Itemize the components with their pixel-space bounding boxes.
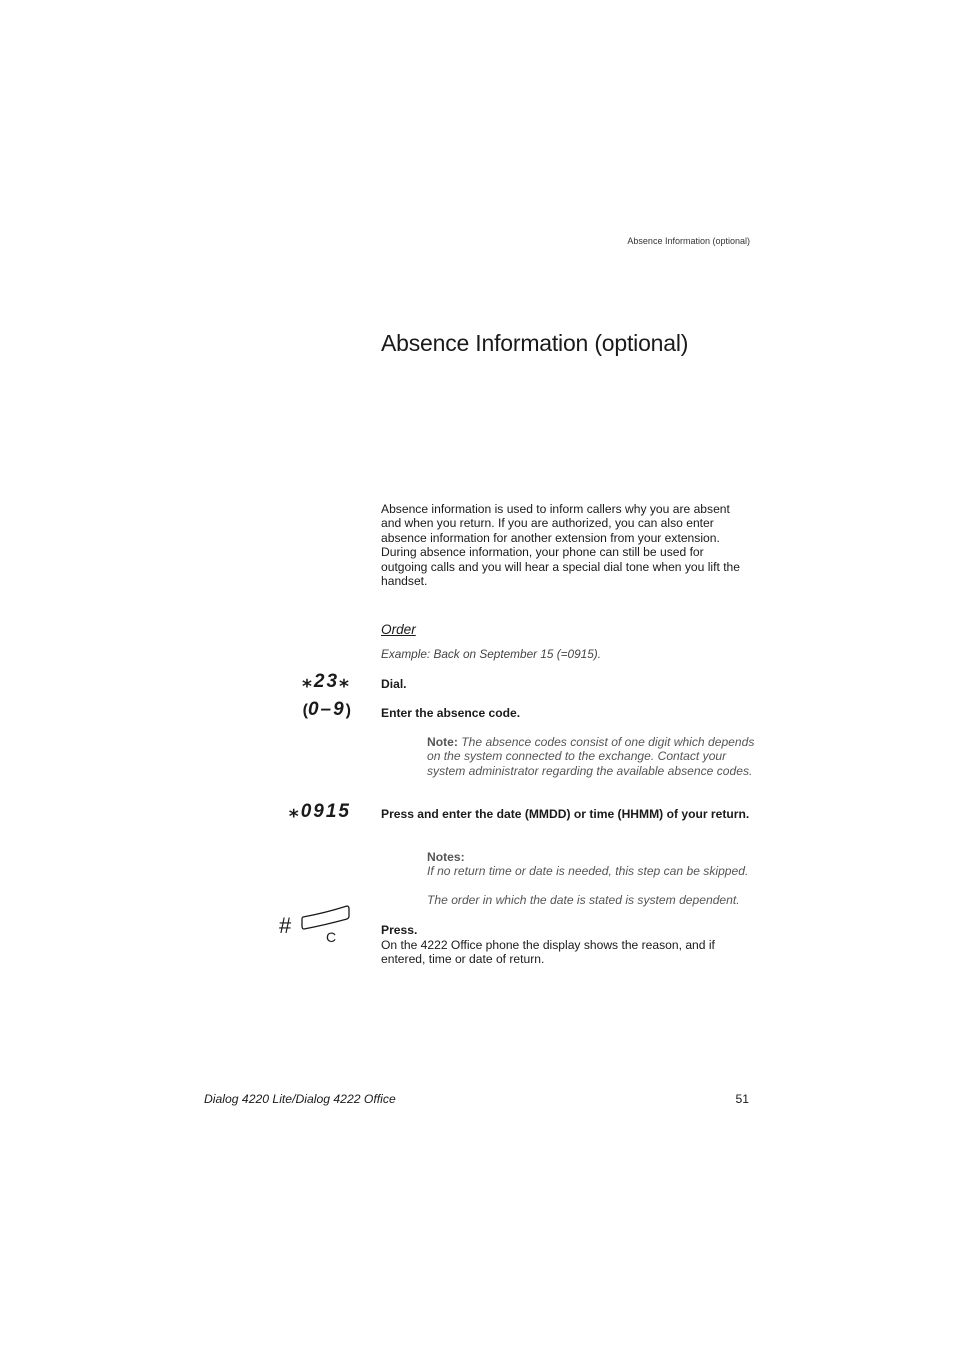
absence-code-range: 0–9: [307, 699, 346, 720]
step-return-date-instruction: Press and enter the date (MMDD) or time (HHMM) of your return.: [381, 807, 750, 821]
clear-key-letter: C: [326, 929, 337, 944]
note-label: Note:: [427, 735, 458, 749]
note-text: The absence codes consist of one digit which depends on the system connected to the exchange. Contact your system administrator regarding the available absence codes.: [427, 735, 755, 778]
step-absence-code-instruction: Enter the absence code.: [381, 706, 521, 720]
step-absence-code: [381, 706, 753, 721]
step-dial: [381, 677, 753, 692]
absence-code-close-paren: ): [345, 702, 351, 719]
clear-key-shape: [301, 904, 351, 944]
absence-code-open-paren: (: [302, 702, 308, 719]
absence-code-note: [427, 735, 755, 778]
step-press-instruction: Press.: [381, 923, 418, 937]
footer-product: Dialog 4220 Lite/Dialog 4222 Office: [204, 1092, 396, 1106]
notes-label: Notes:: [427, 850, 465, 864]
dial-code-key: ⁎23⁎: [301, 671, 351, 692]
order-heading: Order: [381, 622, 416, 637]
order-example: Example: Back on September 15 (=0915).: [381, 647, 602, 661]
date-code-key: ⁎0915: [288, 801, 351, 822]
absence-code-key: [303, 699, 351, 721]
notes-item: The order in which the date is stated is system dependent.: [427, 892, 740, 907]
step-return-date: [381, 807, 753, 822]
clear-key-icon: [301, 904, 351, 944]
notes-item: If no return time or date is needed, this step can be skipped.: [427, 864, 749, 879]
hash-key: #: [279, 913, 292, 938]
step-press-detail: On the 4222 Office phone the display shows the reason, and if entered, time or date of return.: [381, 937, 715, 967]
page-title: Absence Information (optional): [381, 330, 689, 356]
intro-paragraph: Absence information is used to inform callers why you are absent and when you return. If you are authorized, you can also enter absence information for another extension from your extension. During absence information, your phone can still be used for outgoing calls and you will hear a special dial tone when you lift the handset.: [381, 502, 741, 589]
step-press: [381, 923, 753, 967]
page-number: 51: [735, 1092, 749, 1106]
running-header: Absence Information (optional): [627, 236, 750, 246]
return-date-notes: [427, 850, 755, 907]
step-dial-instruction: Dial.: [381, 677, 407, 691]
